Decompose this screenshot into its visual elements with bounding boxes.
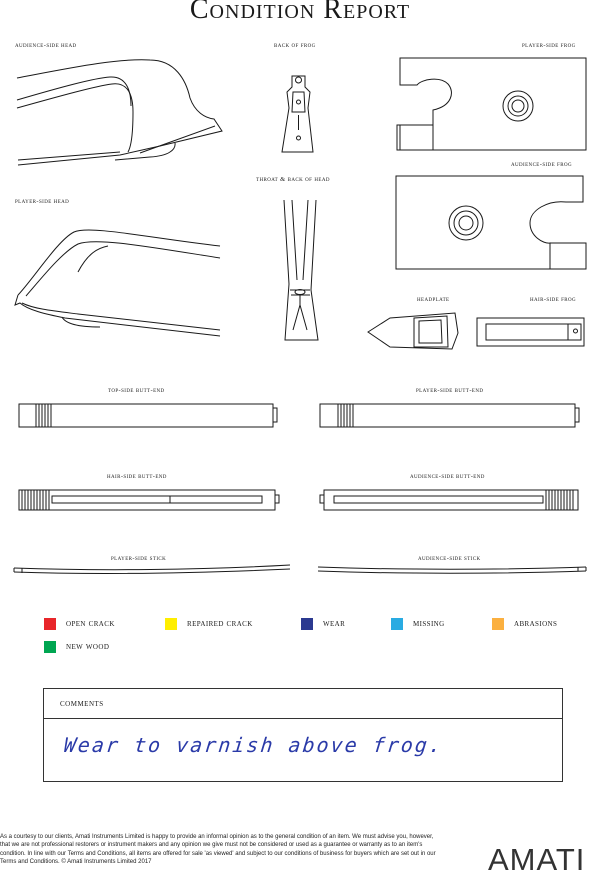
legend-swatch [44, 618, 56, 630]
label-audience-side-stick: audience-side stick [418, 555, 481, 562]
hair-side-frog-drawing [477, 318, 584, 346]
legend-open-crack [44, 617, 115, 631]
legend-label: new wood [66, 642, 110, 652]
legend-swatch [301, 618, 313, 630]
label-player-side-frog: player-side frog [522, 42, 576, 49]
legend-new-wood [44, 640, 109, 654]
amati-logo: AMATI [488, 842, 586, 877]
label-headplate: headplate [417, 296, 450, 303]
back-of-frog-drawing [282, 76, 313, 152]
label-player-side-stick: player-side stick [111, 555, 167, 562]
label-audience-side-head: audience-side head [15, 42, 77, 49]
label-player-side-head: player-side head [15, 198, 70, 205]
label-hair-side-butt-end: hair-side butt-end [107, 473, 167, 480]
audience-side-head-drawing [17, 60, 222, 165]
legend-swatch [391, 618, 403, 630]
legend-label: open crack [66, 619, 115, 629]
legend-label: wear [323, 619, 346, 629]
page-title: Condition Report [189, 0, 411, 25]
label-throat-back-of-head: throat & back of head [256, 176, 330, 183]
label-player-side-butt-end: player-side butt-end [416, 387, 484, 394]
legend-wear [301, 617, 345, 631]
player-side-stick-drawing [14, 565, 290, 573]
comments-heading: comments [44, 689, 562, 719]
comments-handwritten-text: Wear to varnish above frog. [62, 733, 445, 757]
label-hair-side-frog: hair-side frog [530, 296, 577, 303]
top-side-butt-end-drawing [19, 404, 277, 427]
legend-label: repaired crack [187, 619, 253, 629]
throat-back-of-head-drawing [284, 200, 318, 340]
disclaimer-text: As a courtesy to our clients, Amati Instruments Limited is happy to provide an informal opinion as to the general condition of an item. We must advise you, however, that we are not professional restorers or instrument makers and any opinion we give must not be considered or used as a guarantee or warranty as to an item's condition. In line with our Terms and Conditions, all items are offered for sale 'as viewed' and subject to our conditions of business for buyers which are set out in our Terms and Conditions. © Amati Instruments Limited 2017 [0, 834, 436, 866]
legend-repaired-crack [165, 617, 253, 631]
legend-swatch [492, 618, 504, 630]
hair-side-butt-end-drawing [19, 490, 279, 510]
audience-side-stick-drawing [318, 567, 586, 573]
player-side-head-drawing [15, 230, 220, 336]
label-audience-side-frog: audience-side frog [511, 161, 572, 168]
label-back-of-frog: back of frog [274, 42, 316, 49]
legend-swatch [165, 618, 177, 630]
player-side-frog-drawing [397, 58, 586, 150]
legend-abrasions [492, 617, 557, 631]
label-top-side-butt-end: top-side butt-end [108, 387, 165, 394]
label-audience-side-butt-end: audience-side butt-end [410, 473, 485, 480]
audience-side-frog-drawing [396, 176, 586, 269]
comments-box[interactable] [43, 688, 563, 782]
legend-missing [391, 617, 445, 631]
player-side-butt-end-drawing [320, 404, 579, 427]
legend-label: abrasions [514, 619, 558, 629]
legend-swatch [44, 641, 56, 653]
headplate-drawing [368, 313, 458, 349]
legend-label: missing [413, 619, 445, 629]
audience-side-butt-end-drawing [320, 490, 578, 510]
